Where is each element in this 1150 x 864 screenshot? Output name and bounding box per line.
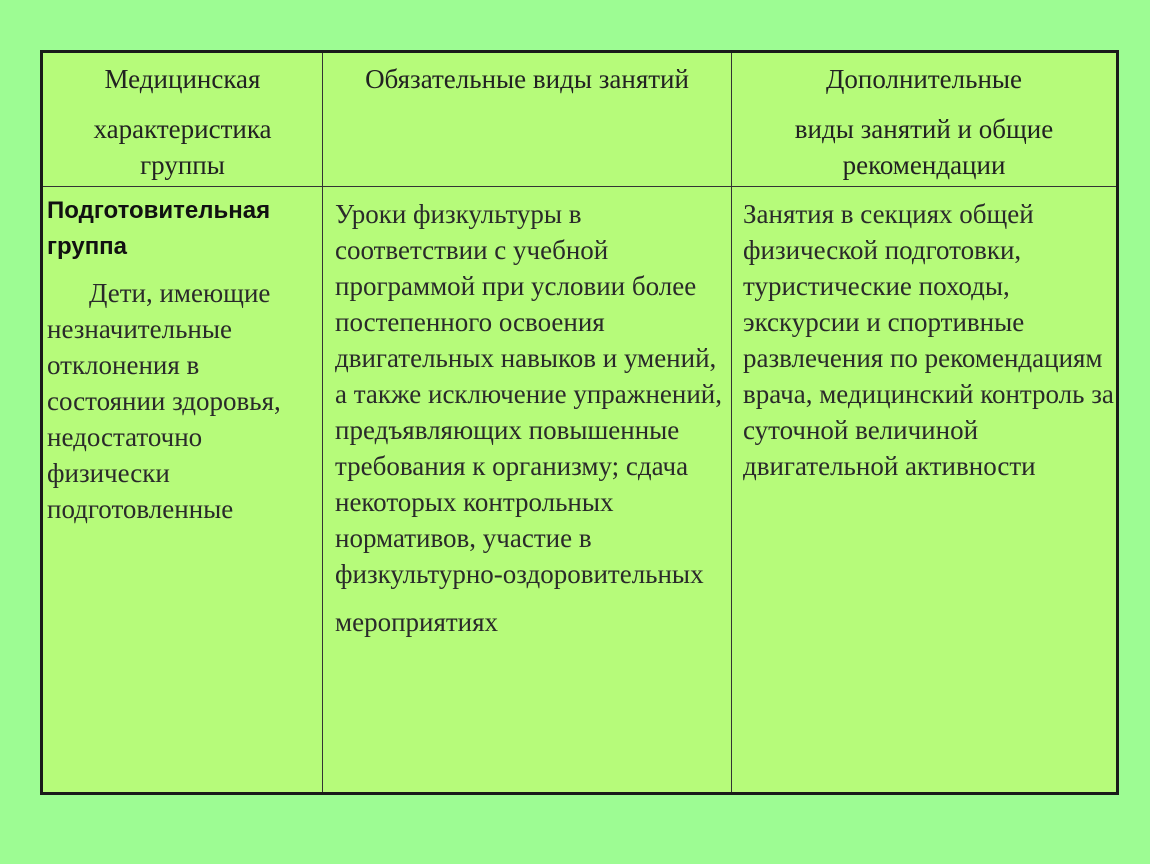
header-additional-activities	[732, 61, 1116, 183]
header-1-line-1: Медицинская	[104, 64, 261, 94]
group-description: Дети, имеющие незначительные отклонения в состоянии здоровья, недостаточно физически подготовленные	[47, 278, 281, 524]
header-2-line-1: Обязательные виды занятий	[365, 64, 689, 94]
header-1-line-3: группы	[140, 150, 225, 180]
header-3-line-1: Дополнительные	[825, 64, 1023, 94]
column-divider-1	[322, 53, 323, 792]
header-medical-characteristic	[43, 61, 322, 183]
header-1-line-2: характеристика	[93, 114, 272, 144]
header-3-line-2: виды занятий и общие	[794, 114, 1054, 144]
group-cell	[47, 193, 319, 527]
header-3-line-3: рекомендации	[842, 150, 1006, 180]
recommendations-table	[40, 50, 1119, 795]
group-title: Подготовительная группа	[47, 197, 271, 260]
header-divider	[43, 186, 1116, 187]
header-mandatory-activities	[323, 61, 731, 97]
mandatory-activities-text: Уроки физкультуры в соответствии с учебной программой при условии более постепенного освоения двигательных навыков и умений, а также исключение упражнений, предъявляющих повышенные требования к организму; сдача некоторых контрольных нормативов, участие в физкультурно-оздоровительных	[335, 199, 722, 589]
mandatory-activities-cell	[335, 196, 725, 640]
additional-activities-text: Занятия в секциях общей физической подготовки, туристические походы, экскурсии и спортивные развлечения по рекомендациям врача, медицинский контроль за суточной величиной двигательной активности	[743, 199, 1114, 481]
mandatory-activities-last-line: мероприятиях	[335, 607, 499, 637]
additional-activities-cell	[743, 196, 1115, 484]
